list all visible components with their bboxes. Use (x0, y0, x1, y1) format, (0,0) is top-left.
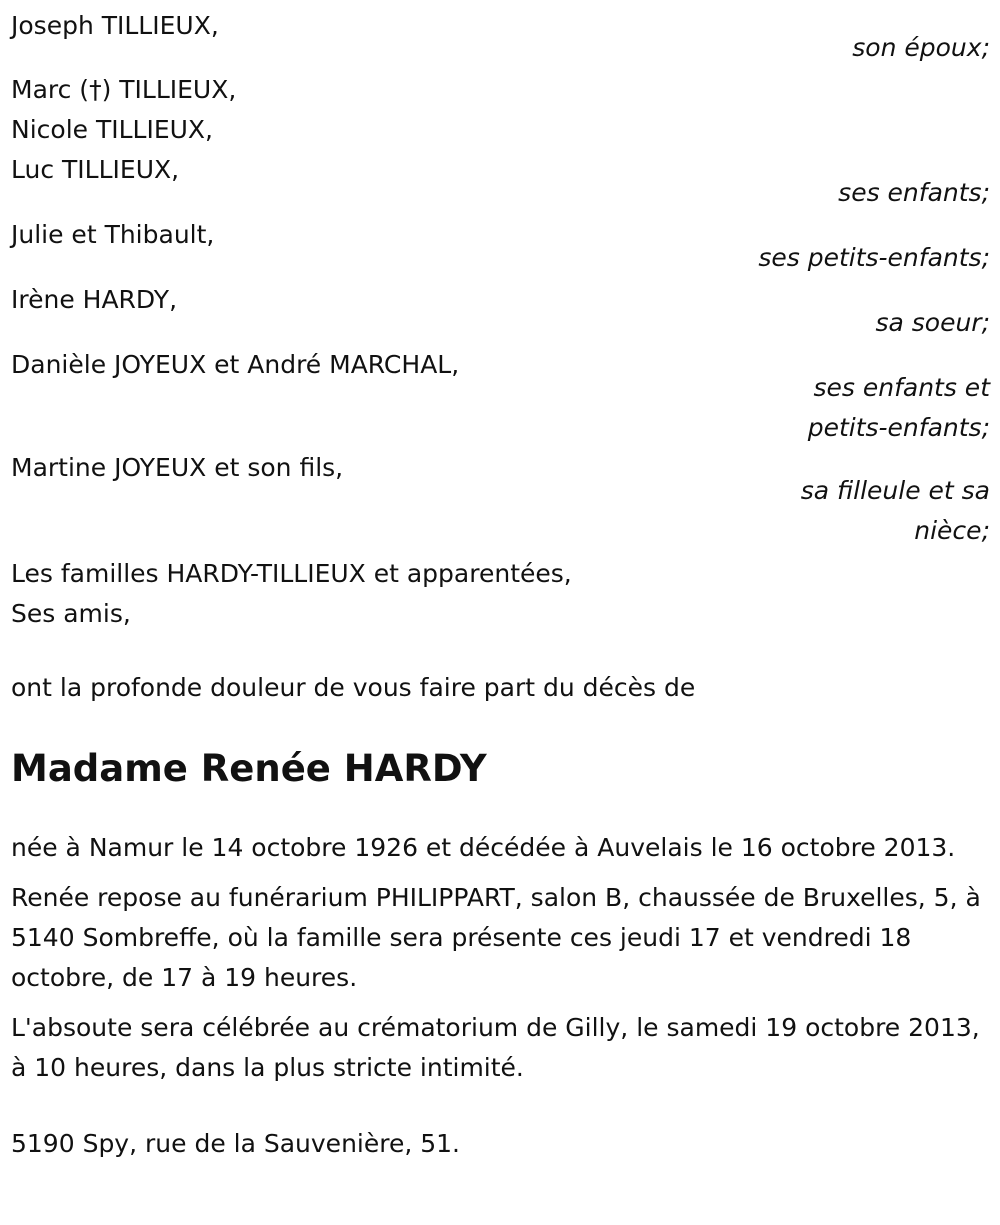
intro-text: ont la profonde douleur de vous faire part du décès de (11, 673, 696, 702)
obituary-notice (11, 6, 990, 1164)
relation-label: ses enfants; (838, 178, 990, 207)
mourner-name: Martine JOYEUX et son fils, (11, 453, 344, 482)
families-line: Les familles HARDY-TILLIEUX et apparentées, (11, 559, 572, 588)
ceremony-paragraph: L'absoute sera célébrée au crématorium de Gilly, le samedi 19 octobre 2013, à 10 heures, dans la plus stricte intimité. (11, 1013, 980, 1082)
mourner-group (11, 6, 990, 68)
relation-label: son époux; (852, 33, 990, 62)
mourner-group (11, 70, 990, 213)
mourner-group (11, 280, 990, 343)
address-line: 5190 Spy, rue de la Sauvenière, 51. (11, 1129, 460, 1158)
mourner-group (11, 215, 990, 278)
families-block (11, 554, 990, 634)
mourner-name: Irène HARDY, (11, 285, 178, 314)
mourner-name: Marc (†) TILLIEUX, (11, 75, 237, 104)
relation-label: nièce; (914, 516, 990, 545)
viewing-paragraph: Renée repose au funérarium PHILIPPART, salon B, chaussée de Bruxelles, 5, à 5140 Sombreffe, où la famille sera présente ces jeudi 17 et vendredi 18 octobre, de 17 à 19 heures. (11, 883, 981, 992)
relation-label: petits-enfants; (807, 413, 990, 442)
mourner-name: Luc TILLIEUX, (11, 155, 180, 184)
friends-line: Ses amis, (11, 599, 131, 628)
birth-death-paragraph: née à Namur le 14 octobre 1926 et décédée à Auvelais le 16 octobre 2013. (11, 833, 956, 862)
relation-label: sa filleule et sa (800, 476, 990, 505)
mourner-group (11, 345, 990, 448)
relation-label: ses enfants et (813, 373, 990, 402)
mourner-group (11, 448, 990, 551)
mourner-name: Julie et Thibault, (11, 220, 215, 249)
deceased-name: Madame Renée HARDY (11, 747, 487, 790)
relation-label: sa soeur; (875, 308, 990, 337)
mourner-name: Nicole TILLIEUX, (11, 115, 214, 144)
relation-label: ses petits-enfants; (758, 243, 990, 272)
mourner-name: Danièle JOYEUX et André MARCHAL, (11, 350, 460, 379)
mourner-name: Joseph TILLIEUX, (11, 11, 219, 40)
